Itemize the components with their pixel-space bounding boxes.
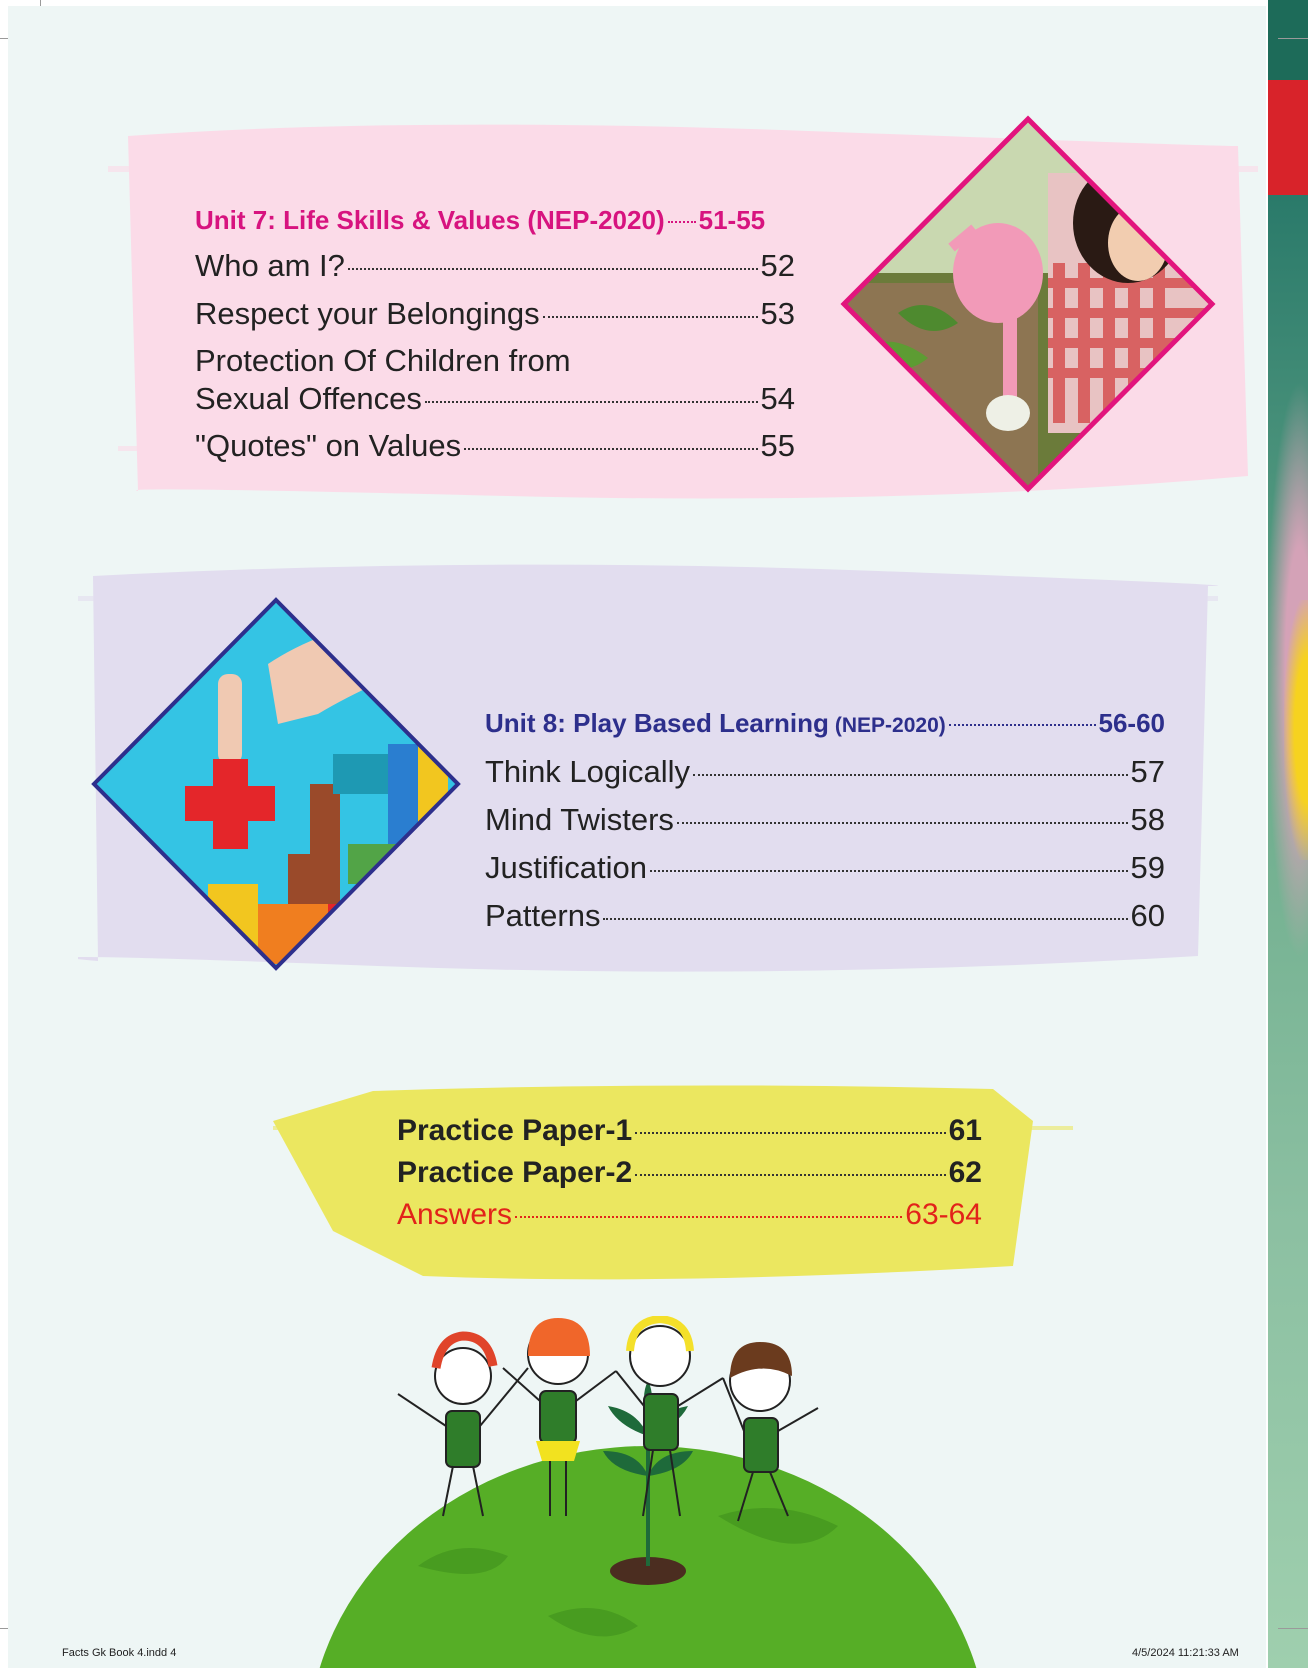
- toc-entry[interactable]: Patterns 60: [485, 898, 1165, 933]
- answers-entry[interactable]: Answers 63-64: [397, 1198, 982, 1231]
- unit8-heading[interactable]: Unit 8: Play Based Learning (NEP-2020) 56-60: [485, 708, 1165, 738]
- crop-mark: [1278, 38, 1308, 39]
- toc-page: [8, 6, 1266, 1668]
- unit7-toc: [195, 198, 795, 470]
- unit7-diamond-photo: [838, 113, 1218, 495]
- slug-right: 4/5/2024 11:21:33 AM: [1132, 1647, 1239, 1659]
- unit8-diamond-photo: [88, 594, 464, 974]
- slug-left: Facts Gk Book 4.indd 4: [62, 1647, 177, 1659]
- toc-entry[interactable]: Who am I? 52: [195, 248, 795, 283]
- toc-entry[interactable]: "Quotes" on Values 55: [195, 428, 795, 463]
- toc-entry[interactable]: Mind Twisters 58: [485, 802, 1165, 837]
- toc-entry[interactable]: Protection Of Children from Sexual Offences 54: [195, 343, 795, 416]
- toc-entry[interactable]: Think Logically 57: [485, 754, 1165, 789]
- toc-entry[interactable]: Respect your Belongings 53: [195, 296, 795, 331]
- unit7-heading[interactable]: Unit 7: Life Skills & Values (NEP-2020) 51-55: [195, 205, 766, 235]
- unit8-toc: [485, 701, 1165, 940]
- toc-entry[interactable]: Justification 59: [485, 850, 1165, 885]
- practice-toc: [397, 1110, 982, 1236]
- crop-mark: [1278, 1628, 1308, 1629]
- toc-entry[interactable]: Practice Paper-1 61: [397, 1114, 982, 1147]
- cover-edge-strip: [1266, 0, 1308, 1668]
- children-on-globe-illustration: [298, 1316, 998, 1668]
- toc-entry[interactable]: Practice Paper-2 62: [397, 1156, 982, 1189]
